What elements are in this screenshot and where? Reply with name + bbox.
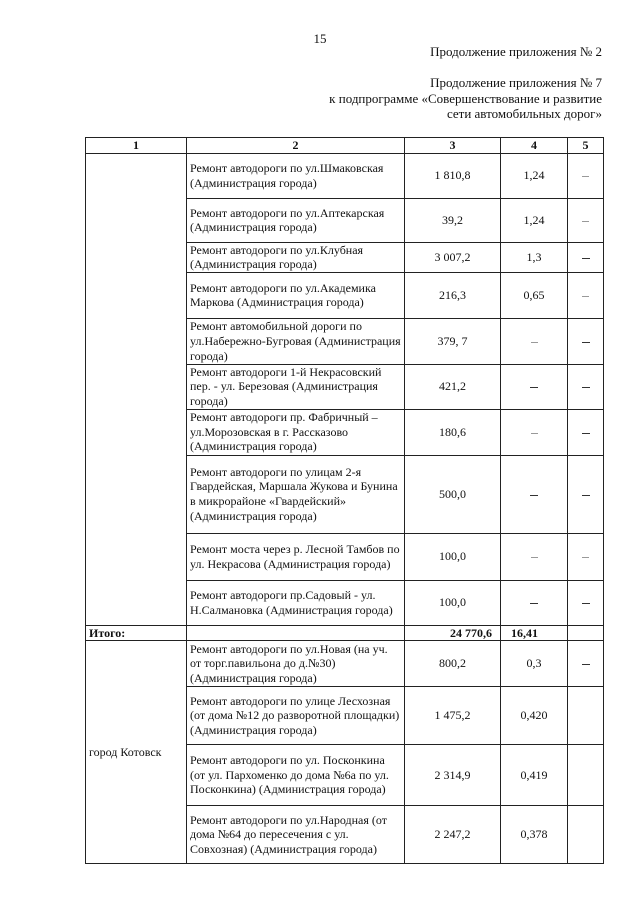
amount-cell: 180,6 <box>405 409 501 455</box>
road-description: Ремонт автодороги по ул.Шмаковская (Администрация города) <box>187 153 405 198</box>
appendix-line: к подпрограмме «Совершенствование и развитие <box>329 90 602 106</box>
total-empty <box>568 625 604 641</box>
dash-mark <box>582 495 590 496</box>
road-description: Ремонт автодороги по ул. Посконкина (от ул. Пархоменко до дома №6а по ул. Посконкина) (Администрация города) <box>187 745 405 806</box>
dash-cell <box>568 580 604 625</box>
amount-cell: 2 247,2 <box>405 806 501 864</box>
length-cell: 0,65 <box>501 272 568 318</box>
road-description: Ремонт автомобильной дороги по ул.Набережно-Бугровая (Администрация города) <box>187 318 405 364</box>
length-cell: 0,3 <box>501 641 568 687</box>
road-description: Ремонт автодороги по улице Лесхозная (от дома №12 до разворотной площадки) (Администрация города) <box>187 687 405 745</box>
dash-cell <box>501 364 568 409</box>
dash-cell <box>501 580 568 625</box>
dash-mark <box>530 495 538 496</box>
amount-cell: 39,2 <box>405 198 501 242</box>
dash-cell <box>568 409 604 455</box>
dash-mark <box>531 433 538 434</box>
dash-mark <box>582 176 589 177</box>
road-description: Ремонт автодороги по ул.Академика Маркова (Администрация города) <box>187 272 405 318</box>
dash-mark <box>582 603 590 604</box>
dash-mark <box>531 342 538 343</box>
column-header: 5 <box>568 138 604 154</box>
length-cell: 1,24 <box>501 198 568 242</box>
column-header: 4 <box>501 138 568 154</box>
amount-cell: 3 007,2 <box>405 242 501 272</box>
dash-mark <box>530 387 538 388</box>
dash-mark <box>582 664 590 665</box>
dash-mark <box>582 433 590 434</box>
column-header: 2 <box>187 138 405 154</box>
amount-cell: 800,2 <box>405 641 501 687</box>
column-header: 3 <box>405 138 501 154</box>
road-description: Ремонт автодороги пр.Садовый - ул. Н.Салмановка (Администрация города) <box>187 580 405 625</box>
appendix-continuation-2: Продолжение приложения № 2 <box>430 44 602 59</box>
district-cell: город Котовск <box>86 641 187 864</box>
dash-mark <box>582 387 590 388</box>
dash-mark <box>530 603 538 604</box>
length-cell: 0,419 <box>501 745 568 806</box>
amount-cell: 1 475,2 <box>405 687 501 745</box>
table-row <box>86 641 604 687</box>
dash-cell <box>501 318 568 364</box>
district-cell <box>86 153 187 625</box>
road-description: Ремонт автодороги 1-й Некрасовский пер. - ул. Березовая (Администрация города) <box>187 364 405 409</box>
dash-cell <box>568 318 604 364</box>
column-header: 1 <box>86 138 187 154</box>
length-cell: 1,24 <box>501 153 568 198</box>
road-description: Ремонт автодороги по ул.Новая (на уч. от торг.павильона до д.№30) (Администрация города) <box>187 641 405 687</box>
empty-cell <box>568 745 604 806</box>
length-cell: 0,378 <box>501 806 568 864</box>
dash-cell <box>568 533 604 580</box>
dash-cell <box>568 364 604 409</box>
amount-cell: 421,2 <box>405 364 501 409</box>
appendix-continuation-7 <box>329 75 602 122</box>
dash-cell <box>568 153 604 198</box>
length-cell: 0,420 <box>501 687 568 745</box>
total-label: Итого: <box>86 625 187 641</box>
road-description: Ремонт автодороги пр. Фабричный – ул.Морозовская в г. Рассказово (Администрация города) <box>187 409 405 455</box>
table-header-row <box>86 138 604 154</box>
roads-table <box>85 137 604 864</box>
amount-cell: 216,3 <box>405 272 501 318</box>
total-amount: 24 770,6 <box>405 625 501 641</box>
total-empty <box>187 625 405 641</box>
amount-cell: 100,0 <box>405 533 501 580</box>
road-description: Ремонт автодороги по улицам 2-я Гвардейская, Маршала Жукова и Бунина в микрорайоне «Гвардейский» (Администрация города) <box>187 455 405 533</box>
dash-cell <box>568 242 604 272</box>
empty-cell <box>568 806 604 864</box>
dash-mark <box>582 342 590 343</box>
road-description: Ремонт автодороги по ул.Клубная (Администрация города) <box>187 242 405 272</box>
dash-cell <box>501 409 568 455</box>
page-number: 15 <box>313 31 327 46</box>
dash-cell <box>501 533 568 580</box>
amount-cell: 1 810,8 <box>405 153 501 198</box>
dash-cell <box>568 272 604 318</box>
road-description: Ремонт моста через р. Лесной Тамбов по ул. Некрасова (Администрация города) <box>187 533 405 580</box>
length-cell: 1,3 <box>501 242 568 272</box>
amount-cell: 2 314,9 <box>405 745 501 806</box>
dash-cell <box>568 641 604 687</box>
road-description: Ремонт автодороги по ул.Народная (от дома №64 до пересечения с ул. Совхозная) (Администрация города) <box>187 806 405 864</box>
dash-mark <box>582 296 589 297</box>
dash-mark <box>582 221 589 222</box>
dash-cell <box>568 198 604 242</box>
total-length: 16,41 <box>501 625 568 641</box>
total-row <box>86 625 604 641</box>
amount-cell: 379, 7 <box>405 318 501 364</box>
dash-mark <box>531 557 538 558</box>
dash-cell <box>568 455 604 533</box>
amount-cell: 500,0 <box>405 455 501 533</box>
dash-mark <box>582 258 590 259</box>
appendix-line: Продолжение приложения № 7 <box>430 75 602 90</box>
amount-cell: 100,0 <box>405 580 501 625</box>
road-description: Ремонт автодороги по ул.Аптекарская (Администрация города) <box>187 198 405 242</box>
dash-cell <box>501 455 568 533</box>
dash-mark <box>582 557 589 558</box>
appendix-line: сети автомобильных дорог» <box>446 106 602 121</box>
empty-cell <box>568 687 604 745</box>
table-row <box>86 153 604 198</box>
